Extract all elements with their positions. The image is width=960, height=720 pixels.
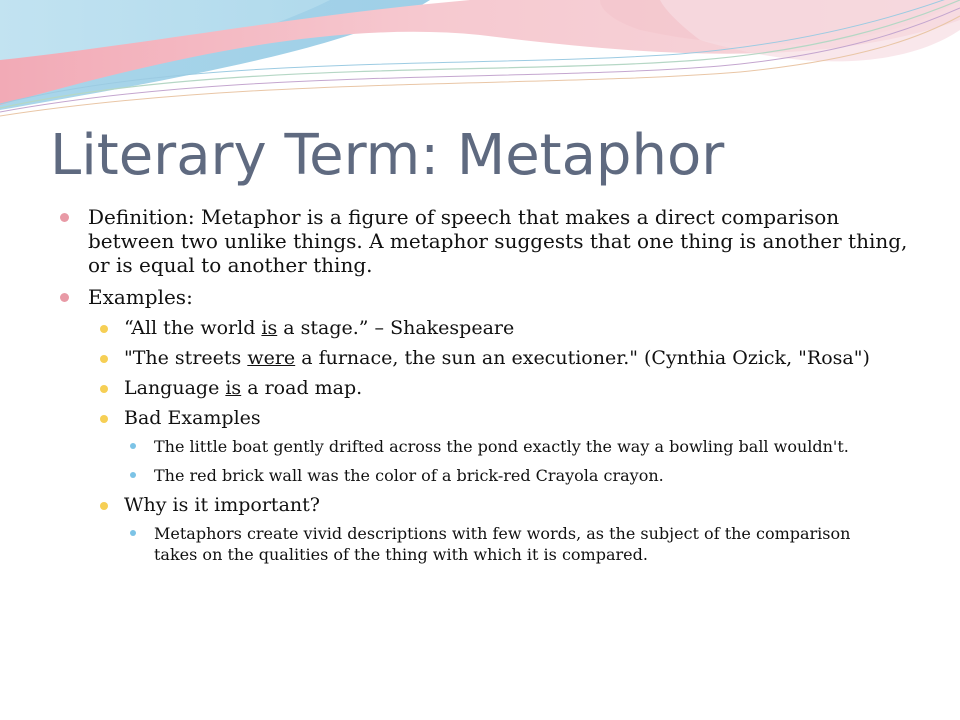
definition-item [60,205,920,277]
yellow-bullet-icon [100,355,108,363]
importance-list [124,523,892,565]
slide-body [60,205,920,573]
bad-examples-list [124,436,892,486]
blue-bullet-icon [130,530,136,536]
slide-title: Literary Term: Metaphor [50,123,725,188]
bullet-list [60,205,920,565]
bad-examples-item [96,407,892,486]
example-item: "The streets were a furnace, the sun an executioner." (Cynthia Ozick, "Rosa") [96,347,892,370]
examples-label: Examples: [88,285,193,309]
examples-list [88,317,920,565]
example-item: “All the world is a stage.” – Shakespeare [96,317,892,340]
yellow-bullet-icon [100,502,108,510]
importance-detail: Metaphors create vivid descriptions with few words, as the subject of the comparison takes on the qualities of the thing with which it is compared. [126,523,864,565]
example-item: Language is a road map. [96,377,892,400]
definition-text: Definition: Metaphor is a figure of speech that makes a direct comparison between two unlike things. A metaphor suggests that one thing is another thing, or is equal to another thing. [88,205,908,277]
importance-label: Why is it important? [124,494,320,516]
yellow-bullet-icon [100,385,108,393]
yellow-bullet-icon [100,325,108,333]
bad-example-item: The little boat gently drifted across the pond exactly the way a bowling ball wouldn't. [126,436,864,457]
blue-bullet-icon [130,443,136,449]
yellow-bullet-icon [100,415,108,423]
header-wave-decoration [0,0,960,130]
examples-item [60,285,920,565]
bad-examples-label: Bad Examples [124,407,261,429]
blue-bullet-icon [130,472,136,478]
importance-item [96,494,892,565]
bad-example-item: The red brick wall was the color of a brick-red Crayola crayon. [126,465,864,486]
pink-bullet-icon [60,293,69,302]
pink-bullet-icon [60,213,69,222]
